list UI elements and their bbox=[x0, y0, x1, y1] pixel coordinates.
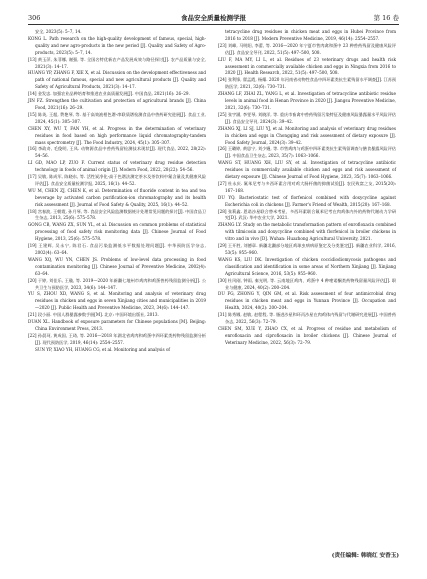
reference-entry: ZHANG LY. Study on the metabolic transformation pattern of enrofloxacin combined with tilmicosin and doxycycline combined with florfenicol in broiler chickens in vitro and in vivo [D]. Wuhan: Huazhong Agricultural University, 2021. bbox=[218, 222, 396, 242]
reference-entry: LIU F, MA MY, LI L, et al. Residues of 23 veterinary drugs and health risk assessment in commercially available chicken and eggs in Ningxia from 2016 to 2020 [J]. Health Research, 2022, 51(5): 497–500, 508. bbox=[218, 56, 396, 76]
page-header bbox=[28, 10, 399, 22]
reference-entry: KONG L. Path research on the high-quality development of famous, special, high-quality and new agro-products in the new period [J]. Quality and Safety of Agro-products, 2023(5): 5–7, 14. bbox=[28, 35, 206, 55]
reference-entry: [23] 刘峰, 马明阳, 李蕾, 等. 2016—2020 年宁夏市售肉禽和蛋中 23 种兽药残留及健康风险评估[J]. 食品安全导刊, 2022, 51(5): 497–500, 508. bbox=[218, 42, 396, 55]
reference-entry: [24] 张利锋, 翟孟霞, 杨耀. 2020 年河南省动物性食品中四环素类抗生素残留水平调查[J]. 江苏预防医学, 2021, 32(6): 730–731. bbox=[218, 77, 396, 90]
reference-entry: DU FG, ZHONG Y, QIN GM, et al. Risk assessment of four antimicrobial drug residues in chicken meat and eggs in Yunnan Province [J]. Occupation and Health, 2024, 40(2): 200–204. bbox=[218, 291, 396, 311]
reference-continuation: 安全, 2023(5): 5–7, 14. bbox=[35, 29, 82, 34]
reference-entry: JIN FZ. Strengthen the cultivation and protection of agricultural brands [J]. China Food, 2021(16): 26–29. bbox=[28, 98, 206, 110]
reference-entry: [20] 于婷, 刘佳乐, 王璇, 等. 2019—2020 年新疆七地州市鸡肉和鸡蛋兽药残留监测分析[J]. 公共卫生与预防医学, 2023, 34(6): 144–147. bbox=[28, 277, 206, 290]
reference-entry: ZHANG LF, ZHAI ZL, YANG L, et al. Investigation of tetracycline antibiotic residue levels in animal food in Henan Province in 2020 [J]. Jiangsu Preventive Medicine, 2021, 32(6): 730–731. bbox=[218, 91, 396, 110]
reference-entry: [14] 金发忠. 加强农业品种培育和推进农业高质量发展[J]. 中国食品, 2021(16): 26–29. bbox=[28, 91, 190, 97]
reference-continuation: tetracycline drug residues in chicken meat and eggs in Hubei Province from 2016 to 2018 [J]. Modern Preventive Medicine, 2019, 46(14): 2554–2557. bbox=[225, 29, 396, 41]
left-column bbox=[28, 29, 206, 354]
editor-note: (责任编辑: 韩晓红 安香玉) bbox=[331, 553, 399, 559]
reference-entry: [16] 李政奇, 毛俊明, 王凤. 动物源食品中兽药残留检测技术现状[J]. 现代食品, 2022, 28(22): 54–56. bbox=[28, 146, 206, 159]
reference-entry: [13] 黄玉萍, 朱菲娜, 谢强, 等. 全国名特优新农产品发展成效与路径探讨[J]. 农产品质量与安全, 2021(3): 14–17. bbox=[28, 56, 206, 69]
reference-entry: [29] 王开胜, 刘德章. 新疆北疆部分地区鸡球虫病病原鉴定及分类鉴定[J]. 新疆农业科学, 2016, 53(5): 955–960. bbox=[218, 243, 396, 255]
reference-entry: [31] 陈秀娜, 赵敏, 赵程程, 等. 脂进沙星和环丙沙星在肉鸡体内残留与代谢研究进展[J]. 中国兽药杂志, 2022, 56(3): 72–79. bbox=[218, 312, 396, 325]
reference-entry: GONG CB, WANG ZX, SUN YL, et al. Discussion on common problems of statistical processing of food safety risk monitoring data [J]. Chinese Journal of Food Hygiene, 2013, 25(6): 575–578. bbox=[28, 222, 206, 242]
reference-entry: LI GD, MAO LP, ZUO F. Current status of veterinary drug residue detection technology in foods of animal origin [J]. Modern Food, 2022, 28(22): 54–56. bbox=[28, 160, 206, 173]
reference-entry: [28] 张莉鑫. 恩诺沙星联合替米考星、多西环素联合氟苯尼考在肉鸡体内外的药物代谢动力学研究[D]. 武汉: 华中农业大学, 2021. bbox=[218, 208, 396, 221]
volume-label: 第 16 卷 bbox=[373, 14, 399, 22]
page-number: 306 bbox=[28, 14, 41, 22]
reference-entry: WANG KS, LIU DK. Investigation of chicken coccidiodiomycosis pathogens and classification and identification in some areas of Northern Xinjiang [J]. Xinjiang Agricultural Science, 2016, 53(5): 955–960. bbox=[218, 256, 396, 276]
reference-entry: HUANG YP, ZHANG F, XIE X, et al. Discussion on the development effectiveness and path of national famous, special and new agricultural products [J]. Quality and Safety of Agricultural Products, 2021(3): 14–17. bbox=[28, 70, 206, 90]
journal-title: 食品安全质量检测学报 bbox=[181, 14, 246, 22]
reference-entry: WU M, CHEN ZJ, CHEN K, et al. Determination of fluoride content in tea and tea beverage by activated carbon purification-ion chromatography and its health risk assessment [J]. Journal of Food Safety & Quality, 2025, 16(1): 44–52. bbox=[28, 187, 206, 207]
reference-entry: DUAN XL. Handbook of exposure parameters for Chinese populations [M]. Beijing: China Environment Press, 2013. bbox=[28, 319, 206, 331]
reference-entry: [18] 宫春波, 王朝霞, 孙月琴, 等. 食品安全风险监测数据统计处理常见问题的探讨[J]. 中国食品卫生杂志, 2013, 25(6): 575–578. bbox=[28, 208, 206, 221]
reference-entry: WANG XQ, WU YN, CHEN JS. Problems of low-level data processing in food contamination monitoring [J]. Chinese Journal of Preventive Medicine, 2002(4): 63–64. bbox=[28, 256, 206, 276]
reference-entry: [21] 段小丽. 中国人群暴露参数手册[M]. 北京: 中国环境出版社, 2013. bbox=[28, 312, 159, 318]
reference-entry: ZHANG XJ, LI SJ, LIU YJ, et al. Monitoring and analysis of veterinary drug residues in chicken and eggs in Chongqing and risk assessment of dietary exposure [J]. Food Safety Journal, 2024(3): 39–42. bbox=[218, 125, 396, 145]
reference-continuation-end: SUN YP, XIAO YH, HUANG CG, et al. Monitoring and analysis of bbox=[35, 346, 170, 352]
reference-list-right bbox=[218, 43, 396, 347]
header-rule bbox=[28, 24, 399, 25]
reference-entry: CHEN SM, XUE Y, ZHAO CX, et al. Progress of residue and metabolism of enrofloxacin and ciprofloxacin in broiler chickens [J]. Chinese Journal of Veterinary Medicine, 2022, 56(3): 72–79. bbox=[218, 325, 396, 345]
reference-entry: CHEN XY, WU T, FAN YH, et al. Progress in the determination of veterinary residues in food based on high performance liquid chromatography-tandem mass spectrometry [J]. The Food Industry, 2024, 45(1): 305–307. bbox=[28, 125, 206, 145]
right-column bbox=[218, 29, 396, 347]
reference-entry: [15] 陈英, 王超, 费艳琴, 等. 基于高效液相色谱-串联质谱检测食品中兽药研究进展[J]. 食品工业, 2024, 45(1): 305–307. bbox=[28, 111, 206, 124]
reference-entry: [25] 张宇涵, 李雯琴, 刘晓洋, 等. 重庆市畜禽中兽药残留污染特征及健康风险暴露量水平风险评估[J]. 食品安全导刊, 2024(3): 39–42. bbox=[218, 111, 396, 124]
reference-entry: [26] 王璐婷, 黄思宁, 刘少嫚, 等. 市售鸡肉与鸡蛋中四环素类抗生素残留调查与膳食暴露风险评估[J]. 中国食品卫生杂志, 2023, 35(7): 1063–1066. bbox=[218, 146, 396, 159]
reference-entry: YU S, ZHOU XD, WANG S, et al. Monitoring and analysis of veterinary drug residues in chicken and eggs in seven Xinjiang cities and municipalities in 2019—2020 [J]. Public Health and Preventive Medicine, 2023, 34(6): 144–147. bbox=[28, 291, 206, 311]
reference-entry: WANG ST, HUANG XH, LIU SY, et al. Investigation of tetracycline antibiotic residues in commercially available chicken and eggs and risk assessment of dietary exposure [J]. Chinese Journal of Food Hygiene, 2023, 35(7): 1063–1066. bbox=[218, 160, 396, 180]
reference-list-left bbox=[28, 36, 206, 347]
reference-entry: [22] 孙晨珂, 黄成国, 王琦, 等. 2016—2018 年湖北省鸡肉和鸡蛋中四环素类药物残留监测分析[J]. 现代预防医学, 2019, 46(14): 2554–2557. bbox=[28, 332, 206, 345]
reference-entry: [30] 杜风刚, 钟雨, 秦光明, 等. 云南地区鸡肉、鸡蛋中 4 种喹诺酮类药物残留量风险评估[J]. 职业与健康, 2024, 40(2): 200–204. bbox=[218, 277, 396, 290]
reference-entry: DU YQ. Bacteriostatic test of florfenicol combined with doxycycline against Escherichia coli in chickens [J]. Farmer's Friend of Wealth, 2015(20): 167–168. bbox=[218, 194, 396, 207]
reference-entry: [17] 吴敏, 陈成军, 陈晓东, 等. 活性炭净化-高于色谱法测定茶水及茶饮料中氟含量及其健康风险评估[J]. 食品安全质量检测学报, 2025, 16(1): 44–52. bbox=[28, 174, 206, 186]
reference-entry: [19] 王建辉, 吴永宁, 陈君石. 食品污染监测低水平数据处理问题[J]. 中华预防医学杂志, 2002(4): 63–64. bbox=[28, 243, 206, 255]
reference-entry: [27] 杜永庆. 氟苯尼考与多西环素合用对鸡大肠杆菌的抑菌试验[J]. 农民致富之友, 2015(20): 167–168. bbox=[218, 180, 396, 193]
